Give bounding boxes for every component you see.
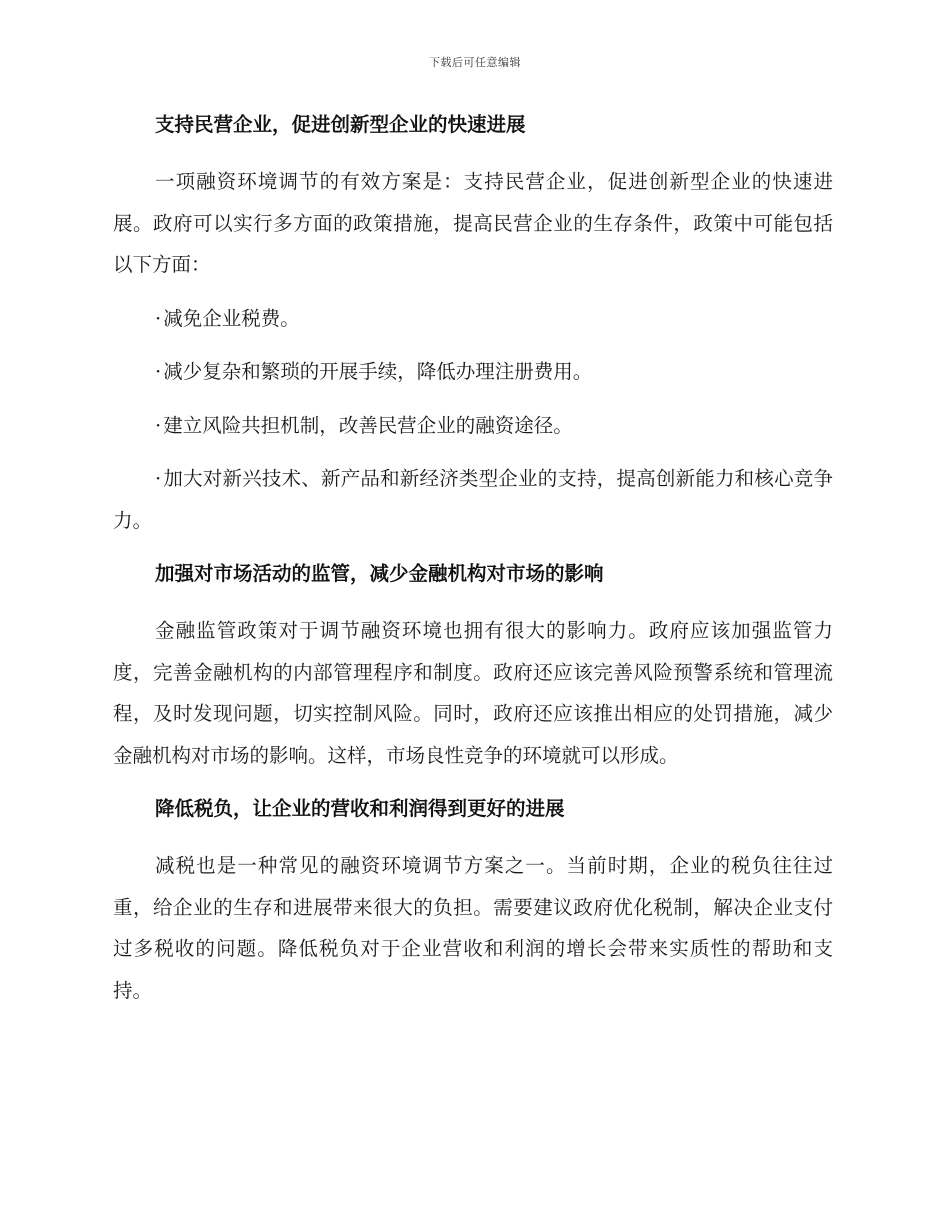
section-market-supervision <box>113 559 833 776</box>
list-item <box>113 405 833 447</box>
bullet-icon: · <box>155 360 162 383</box>
list-item-text: 减免企业税费。 <box>163 306 300 330</box>
section-heading: 支持民营企业，促进创新型企业的快速进展 <box>155 113 526 136</box>
section-heading: 降低税负，让企业的营收和利润得到更好的进展 <box>155 797 565 820</box>
section-heading: 加强对市场活动的监管，减少金融机构对市场的影响 <box>155 562 604 585</box>
list-item-text: 建立风险共担机制，改善民营企业的融资途径。 <box>163 413 573 437</box>
paragraph: 一项融资环境调节的有效方案是：支持民营企业，促进创新型企业的快速进展。政府可以实行多方面的政策措施，提高民营企业的生存条件，政策中可能包括以下方面： <box>113 170 833 276</box>
list-item-text: 减少复杂和繁琐的开展手续，降低办理注册费用。 <box>163 360 593 383</box>
bullet-icon: · <box>155 467 162 490</box>
paragraph: 减税也是一种常见的融资环境调节方案之一。当前时期，企业的税负往往过重，给企业的生存和进展带来很大的负担。需要建议政府优化税制，解决企业支付过多税收的问题。降低税负对于企业营收和利润的增长会带来实质性的帮助和支持。 <box>113 854 833 1002</box>
paragraph: 金融监管政策对于调节融资环境也拥有很大的影响力。政府应该加强监管力度，完善金融机构的内部管理程序和制度。政府还应该完善风险预警系统和管理流程，及时发现问题，切实控制风险。同时，政府还应该推出相应的处罚措施，减少金融机构对市场的影响。这样，市场良性竞争的环境就可以形成。 <box>113 619 833 767</box>
bullet-icon: · <box>155 306 162 330</box>
list-item-text: 加大对新兴技术、新产品和新经济类型企业的支持，提高创新能力和核心竞争力。 <box>113 467 833 532</box>
list-item <box>113 458 833 541</box>
page-header: 下载后可任意编辑 <box>429 56 521 69</box>
section-private-enterprise <box>113 110 833 541</box>
bullet-icon: · <box>155 413 162 437</box>
section-tax-reduction <box>113 794 833 1011</box>
list-item <box>113 298 833 340</box>
list-item <box>113 351 833 393</box>
document-body <box>113 110 833 1011</box>
